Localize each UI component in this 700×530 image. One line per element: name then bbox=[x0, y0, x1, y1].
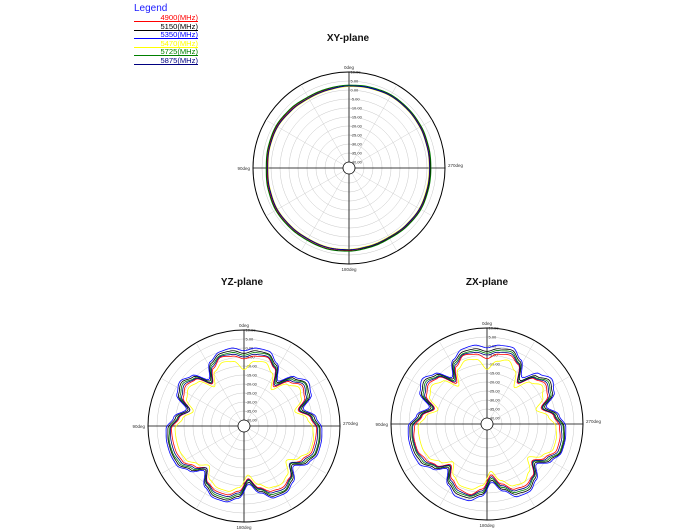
radial-tick-label: -40.00 bbox=[350, 159, 362, 165]
radial-tick-label: 0.00 bbox=[245, 345, 254, 351]
radial-tick-label: 0.00 bbox=[488, 343, 497, 349]
angle-label-right: 270deg bbox=[448, 163, 464, 168]
radial-tick-label: -5.00 bbox=[488, 352, 498, 358]
angle-label-right: 270deg bbox=[343, 421, 359, 426]
radial-tick-label: -10.00 bbox=[488, 361, 500, 367]
radial-tick-label: -15.00 bbox=[488, 370, 500, 376]
legend-label: 5725(MHz) bbox=[160, 47, 198, 57]
zx-plane-plot bbox=[375, 321, 601, 528]
angle-label-top: 0deg bbox=[481, 321, 493, 326]
radial-tick-label: -20.00 bbox=[245, 381, 257, 387]
angle-label-top: 0deg bbox=[238, 323, 250, 328]
angle-label-bottom: 180deg bbox=[236, 525, 252, 530]
radial-tick-label: 10.00 bbox=[350, 69, 361, 75]
xy-plane-title: XY-plane bbox=[326, 33, 370, 44]
radial-tick-label: -40.00 bbox=[488, 415, 500, 421]
angle-label-left: 90deg bbox=[375, 422, 388, 427]
radial-tick-label: -40.00 bbox=[245, 417, 257, 423]
radial-tick-label: -25.00 bbox=[350, 132, 362, 138]
legend-label: 4900(MHz) bbox=[160, 13, 198, 22]
radial-tick-label: -25.00 bbox=[245, 390, 257, 396]
legend-label: 5470(MHz) bbox=[160, 38, 198, 48]
radial-tick-label: -35.00 bbox=[488, 406, 500, 412]
radial-tick-label: 10.00 bbox=[488, 325, 499, 331]
radial-tick-label: -35.00 bbox=[245, 408, 257, 414]
radial-tick-label: -25.00 bbox=[488, 388, 500, 394]
legend-label: 5875(MHz) bbox=[160, 55, 198, 65]
radial-tick-label: -15.00 bbox=[350, 114, 362, 120]
angle-label-bottom: 180deg bbox=[341, 267, 357, 272]
radial-tick-label: -35.00 bbox=[350, 150, 362, 156]
radial-tick-label: 5.00 bbox=[350, 78, 359, 84]
angle-label-bottom: 180deg bbox=[479, 523, 495, 528]
grid-spoke bbox=[247, 431, 292, 509]
radial-tick-label: -15.00 bbox=[245, 372, 257, 378]
radial-tick-label: -30.00 bbox=[350, 141, 362, 147]
legend-label: 5150(MHz) bbox=[160, 21, 198, 31]
radial-tick-label: -20.00 bbox=[488, 379, 500, 385]
radial-tick-label: -30.00 bbox=[245, 399, 257, 405]
radial-tick-label: 10.00 bbox=[245, 327, 256, 333]
radial-tick-label: -10.00 bbox=[245, 363, 257, 369]
angle-label-top: 0deg bbox=[343, 65, 355, 70]
grid-spoke bbox=[404, 376, 482, 421]
radial-tick-label: 5.00 bbox=[245, 336, 254, 342]
legend-label: 5350(MHz) bbox=[160, 30, 198, 40]
radial-tick-label: -10.00 bbox=[350, 105, 362, 111]
radial-tick-label: -5.00 bbox=[245, 354, 255, 360]
grid-spoke bbox=[352, 173, 397, 251]
radial-tick-label: 0.00 bbox=[350, 87, 359, 93]
radial-tick-label: 5.00 bbox=[488, 334, 497, 340]
yz-plane-plot bbox=[132, 323, 358, 530]
angle-label-left: 90deg bbox=[237, 166, 250, 171]
radial-tick-label: -5.00 bbox=[350, 96, 360, 102]
zx-plane-title: ZX-plane bbox=[465, 277, 509, 288]
radial-tick-label: -20.00 bbox=[350, 123, 362, 129]
angle-label-right: 270deg bbox=[586, 419, 602, 424]
legend-title: Legend bbox=[134, 3, 168, 14]
xy-plane-plot bbox=[237, 65, 463, 272]
yz-plane-title: YZ-plane bbox=[220, 277, 264, 288]
angle-label-left: 90deg bbox=[132, 424, 145, 429]
grid-spoke bbox=[161, 378, 239, 423]
radial-tick-label: -30.00 bbox=[488, 397, 500, 403]
